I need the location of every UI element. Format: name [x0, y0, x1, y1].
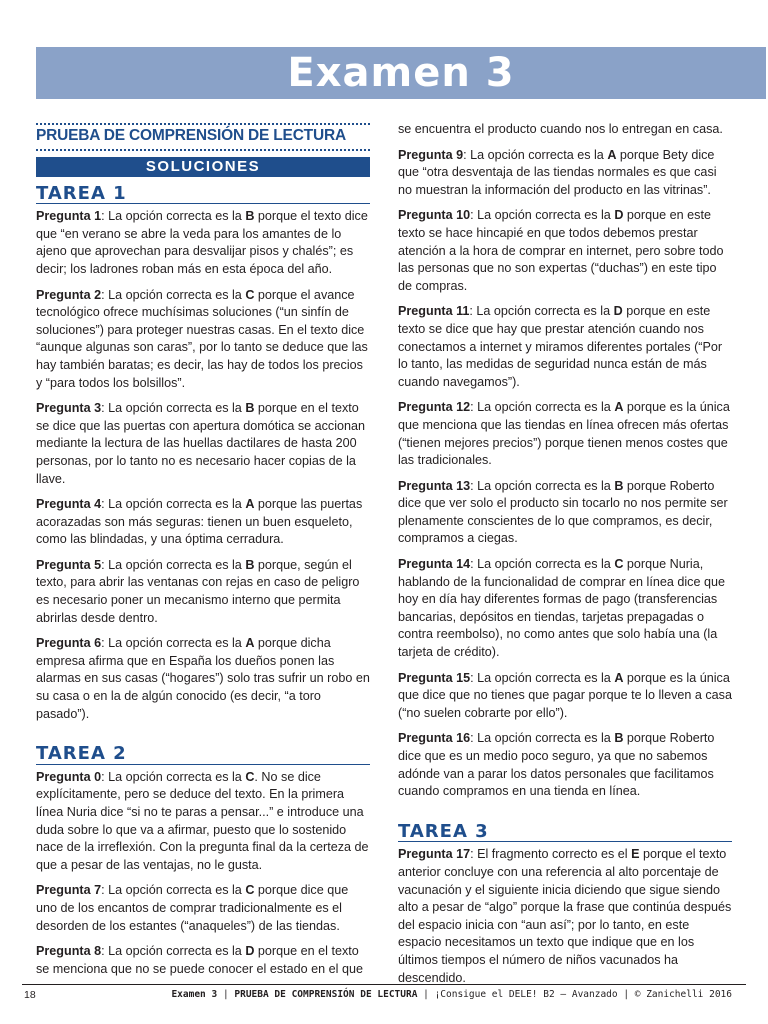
answer-paragraph: [36, 496, 370, 549]
question-label: Pregunta 13: [398, 478, 471, 493]
page-footer: [22, 984, 746, 1005]
answer-explanation: porque en el texto se menciona que no se puede conocer el estado en el que: [36, 944, 363, 976]
answer-prefix: : La opción correcta es la: [101, 209, 246, 224]
answer-paragraph: [398, 303, 732, 391]
answer-prefix: : La opción correcta es la: [470, 478, 615, 493]
answer-prefix: : La opción correcta es la: [469, 304, 614, 319]
question-label: Pregunta 4: [36, 497, 102, 512]
question-label: Pregunta 9: [398, 147, 464, 162]
answer-explanation: porque Roberto dice que ver solo el producto sin tocarlo no nos permite ser plenamente conscientes de lo que compramos, es decir, compramos a ciegas.: [398, 478, 728, 546]
question-label: Pregunta 10: [398, 208, 471, 223]
question-label: Pregunta 8: [36, 944, 102, 959]
tarea-2-heading: TAREA 2: [36, 745, 370, 765]
answer-explanation: porque es la única que menciona que las tiendas en línea ofrecen más ofertas (“tienen mejores precios”) porque tienen menos costes que las tradicionales.: [398, 400, 730, 468]
answer-explanation: porque dicha empresa afirma que en España los dueños ponen las alarmas en sus casas (“hogares”) solo tras sufrir un robo en su casa o en la de algún conocido (es decir, “a toro pasado”).: [36, 636, 370, 721]
answer-explanation: porque el avance tecnológico ofrece muchísimas soluciones (“un sinfín de soluciones”) para proteger nuestras casas. En el texto dice “aunque algunas son caras”, por lo tanto se deduce que las hay también baratas; es decir, las hay de todos los precios y “para todos los bolsillos”.: [36, 287, 368, 390]
answer-letter: D: [245, 944, 255, 959]
question-label: Pregunta 16: [398, 731, 471, 746]
answer-letter: A: [614, 400, 624, 415]
footer-text: [171, 986, 732, 1004]
answer-letter: B: [245, 557, 255, 572]
exam-title: Examen 3: [287, 50, 515, 96]
answer-paragraph: [398, 399, 732, 469]
section-title: PRUEBA DE COMPRENSIÓN DE LECTURA: [36, 123, 370, 151]
tarea-2-answers-continued: [398, 147, 732, 801]
question-label: Pregunta 6: [36, 636, 102, 651]
answer-paragraph: [398, 846, 732, 987]
answer-explanation: porque en el texto se dice que las puertas con apertura domótica se accionan mediante la lectura de las huellas dactilares de hasta 200 personas, por lo tanto no es necesario hacer copias de la llave.: [36, 401, 366, 486]
answer-paragraph: [36, 557, 370, 627]
answer-paragraph: [36, 882, 370, 935]
answer-letter: B: [245, 209, 255, 224]
answer-explanation: porque Roberto dice que es un medio poco seguro, ya que no sabemos adónde van a parar los datos personales que facilitamos cuando compramos en una tienda en línea.: [398, 731, 715, 799]
answer-prefix: : La opción correcta es la: [101, 401, 246, 416]
answer-prefix: : La opción correcta es la: [101, 497, 246, 512]
tarea-3-answers: [398, 846, 732, 987]
footer-book: | ¡Consigue el DELE! B2 – Avanzado | © Zanichelli 2016: [417, 989, 732, 1000]
footer-section: PRUEBA DE COMPRENSIÓN DE LECTURA: [234, 989, 418, 1000]
answer-letter: A: [614, 670, 624, 685]
answer-paragraph: [36, 769, 370, 875]
answer-letter: B: [245, 401, 255, 416]
answer-paragraph: [36, 208, 370, 278]
answer-paragraph: [36, 943, 370, 978]
question-label: Pregunta 1: [36, 209, 102, 224]
answer-letter: A: [245, 497, 255, 512]
answer-explanation: . No se dice explícitamente, pero se deduce del texto. En la primera línea Nuria dice “si no te paras a pensar...” e introduce una duda sobre lo que va a afirmar, puesto que lo sostenido nace de la irreflexión. Con la pregunta final da la certeza de que a pesar de las ventajas, no le gusta.: [36, 769, 369, 872]
answer-letter: A: [245, 636, 255, 651]
answer-letter: D: [614, 208, 624, 223]
question-label: Pregunta 3: [36, 401, 102, 416]
answer-prefix: : La opción correcta es la: [470, 208, 615, 223]
section-subtitle: SOLUCIONES: [36, 157, 370, 177]
continued-paragraph: se encuentra el producto cuando nos lo entregan en casa.: [398, 122, 723, 136]
question-label: Pregunta 11: [398, 304, 470, 319]
question-label: Pregunta 12: [398, 400, 471, 415]
tarea-3-heading: TAREA 3: [398, 823, 732, 843]
answer-explanation: porque Nuria, hablando de la funcionalidad de comprar en línea dice que hoy en día hay diferentes formas de pago (transferencias bancarias, depósitos en tiendas, tarjetas prepagadas o contra reembolso), no como antes que solo había una (la tarjeta de crédito).: [398, 557, 725, 660]
answer-paragraph: [398, 670, 732, 723]
answer-paragraph: [398, 147, 732, 200]
question-label: Pregunta 15: [398, 670, 471, 685]
answer-paragraph: [398, 478, 732, 548]
footer-separator: |: [217, 989, 235, 1000]
answer-letter: E: [631, 847, 640, 862]
answer-prefix: : La opción correcta es la: [463, 147, 608, 162]
tarea-1-answers: [36, 208, 370, 723]
question-label: Pregunta 17: [398, 847, 471, 862]
answer-paragraph: [398, 730, 732, 800]
question-label: Pregunta 5: [36, 557, 102, 572]
answer-paragraph: [398, 207, 732, 295]
answer-letter: A: [607, 147, 617, 162]
left-column: [36, 121, 370, 986]
answer-explanation: porque el texto dice que “en verano se abre la veda para los amantes de lo ajeno que aprovechan para desvalijar pisos y chalés”; es decir; los ladrones roban más en esta época del año.: [36, 209, 368, 276]
answer-prefix: : El fragmento correcto es el: [470, 847, 632, 862]
answer-explanation: porque en este texto se hace hincapié en que todos debemos prestar atención a la hora de comprar en internet, pero sobre todo las personas que no son expertas (“duchas”) en este tipo de compras.: [398, 208, 724, 293]
answer-paragraph: [36, 400, 370, 488]
answer-prefix: : La opción correcta es la: [470, 400, 615, 415]
answer-letter: C: [245, 769, 255, 784]
answer-prefix: : La opción correcta es la: [101, 557, 246, 572]
answer-letter: C: [245, 883, 255, 898]
answer-paragraph: [36, 287, 370, 393]
answer-explanation: porque, según el texto, para abrir las ventanas con rejas en caso de peligro es necesario poner un mecanismo interno que permita abrirlas desde dentro.: [36, 557, 360, 625]
answer-explanation: porque Bety dice que “otra desventaja de las tiendas normales es que casi no muestran la información del producto en las vitrinas”.: [398, 147, 717, 197]
answer-paragraph: [398, 556, 732, 662]
answer-letter: D: [613, 304, 623, 319]
tarea-2-answers: [36, 769, 370, 979]
answer-letter: C: [245, 287, 255, 302]
question-label: Pregunta 7: [36, 883, 102, 898]
question-label: Pregunta 14: [398, 557, 471, 572]
footer-exam: Examen 3: [171, 989, 218, 1000]
right-column: [398, 121, 732, 995]
answer-explanation: porque dice que uno de los encantos de comprar tradicionalmente es el desorden de los estantes (“anaqueles”) de las tiendas.: [36, 883, 349, 933]
answer-letter: C: [614, 557, 624, 572]
answer-explanation: porque el texto anterior concluye con una referencia al alto porcentaje de vacunación y el siguiente inicia diciendo que sigue siendo alto a pesar de “algo” porque la frase que continúa después del espacio inicia con “aun así”; por lo tanto, en este espacio necesitamos un texto que indique que en los últimos tiempos el número de niños vacunados ha descendido.: [398, 847, 732, 985]
question-label: Pregunta 2: [36, 287, 102, 302]
answer-prefix: : La opción correcta es la: [101, 636, 246, 651]
answer-prefix: : La opción correcta es la: [470, 557, 615, 572]
answer-paragraph: [36, 635, 370, 723]
answer-prefix: : La opción correcta es la: [470, 731, 615, 746]
answer-prefix: : La opción correcta es la: [470, 670, 615, 685]
answer-prefix: : La opción correcta es la: [101, 944, 246, 959]
answer-letter: B: [614, 478, 624, 493]
question-label: Pregunta 0: [36, 769, 102, 784]
answer-prefix: : La opción correcta es la: [101, 883, 246, 898]
exam-title-banner: [36, 47, 766, 99]
answer-letter: B: [614, 731, 624, 746]
answer-prefix: : La opción correcta es la: [101, 769, 246, 784]
answer-explanation: porque en este texto se dice que hay que prestar atención cuando nos conectamos a internet y miramos diferentes portales (“Por lo tanto, las medidas de seguridad nunca están de más cuando navegamos”).: [398, 304, 723, 389]
answer-explanation: porque las puertas acorazadas son más seguras: tienen un buen esqueleto, como las blindadas, y una óptima cerradura.: [36, 497, 363, 547]
answer-explanation: porque es la única que dice que no tienes que pagar porque te lo lleven a casa (“no suelen cobrarte por ello”).: [398, 670, 732, 720]
page-number: 18: [24, 989, 36, 1001]
tarea-1-heading: TAREA 1: [36, 185, 370, 205]
answer-prefix: : La opción correcta es la: [101, 287, 246, 302]
